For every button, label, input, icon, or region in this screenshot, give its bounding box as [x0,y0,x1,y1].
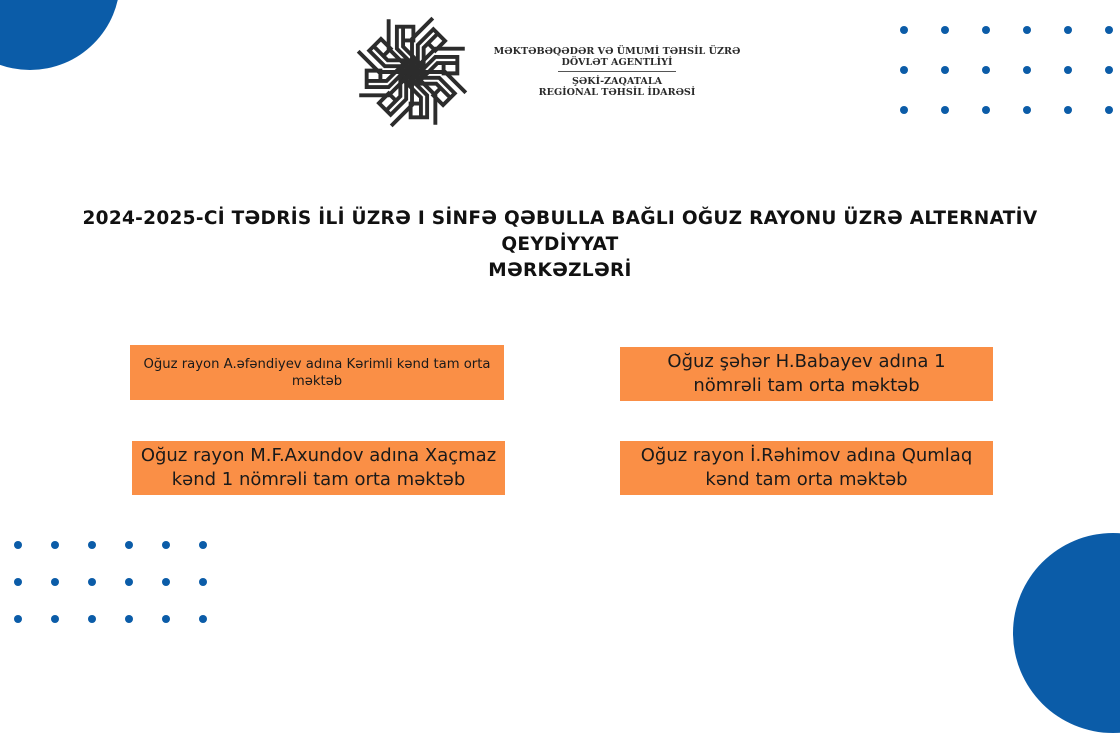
center-card-line-1: Oğuz rayon A.əfəndiyev adına Kərimli kənd tam orta [143,356,491,372]
decor-dot [982,26,990,34]
center-card-qumlaq [620,441,993,495]
decor-dot [1105,66,1113,74]
center-card-line-2: kənd 1 nömrəli tam orta məktəb [171,469,466,490]
decor-dot [941,66,949,74]
page-title [40,206,1080,284]
center-card-babayev [620,347,993,401]
decor-dot [51,615,59,623]
decor-dot [982,106,990,114]
snowflake-knot-emblem-icon [344,4,480,140]
decor-dot [51,541,59,549]
decor-dot [14,541,22,549]
decor-dot [1023,66,1031,74]
center-card-kerimli [130,345,504,400]
decor-dot [1064,26,1072,34]
agency-divider [558,71,676,72]
decor-dot [125,541,133,549]
decor-dot [14,615,22,623]
decor-dot-grid-bottom-left [14,541,207,623]
center-card-line-1: Oğuz şəhər H.Babayev adına 1 [667,351,946,372]
agency-name-block [486,46,748,98]
decor-circle-bottom-right [1013,533,1120,733]
decor-dot [1023,106,1031,114]
decor-dot [1105,26,1113,34]
decor-dot [982,66,990,74]
center-card-xacmaz [132,441,505,495]
decor-circle-top-left [0,0,120,70]
center-card-line-2: nömrəli tam orta məktəb [693,375,920,396]
page-title-line-1: 2024-2025-Cİ TƏDRİS İLİ ÜZRƏ I SİNFƏ QƏBULLA BAĞLI OĞUZ RAYONU ÜZRƏ ALTERNATİV QEYDİYYAT [82,208,1038,255]
agency-name-line-2: DÖVLƏT AGENTLİYİ [561,57,673,68]
decor-dot [900,106,908,114]
decor-dot [199,578,207,586]
decor-dot [51,578,59,586]
decor-dot-grid-top-right [900,26,1113,114]
decor-dot [14,578,22,586]
decor-dot [125,578,133,586]
page-title-line-2: MƏRKƏZLƏRİ [488,260,632,281]
decor-dot [1105,106,1113,114]
decor-dot [1064,66,1072,74]
decor-dot [941,26,949,34]
decor-dot [162,615,170,623]
center-card-line-2: kənd tam orta məktəb [705,469,908,490]
center-card-line-2: məktəb [291,373,343,389]
decor-dot [162,541,170,549]
decor-dot [162,578,170,586]
decor-dot [1023,26,1031,34]
decor-dot [900,66,908,74]
decor-dot [900,26,908,34]
decor-dot [1064,106,1072,114]
decor-dot [941,106,949,114]
decor-dot [88,615,96,623]
center-card-line-1: Oğuz rayon İ.Rəhimov adına Qumlaq [640,445,973,466]
decor-dot [199,541,207,549]
decor-dot [199,615,207,623]
office-name-line-1: ŞƏKİ-ZAQATALA [571,76,663,87]
office-name-line-2: REGİONAL TƏHSİL İDARƏSİ [538,87,696,98]
decor-dot [125,615,133,623]
decor-dot [88,541,96,549]
agency-name-line-1: MƏKTƏBƏQƏDƏR VƏ ÜMUMİ TƏHSİL ÜZRƏ [493,46,741,57]
decor-dot [88,578,96,586]
center-card-line-1: Oğuz rayon M.F.Axundov adına Xaçmaz [140,445,497,466]
